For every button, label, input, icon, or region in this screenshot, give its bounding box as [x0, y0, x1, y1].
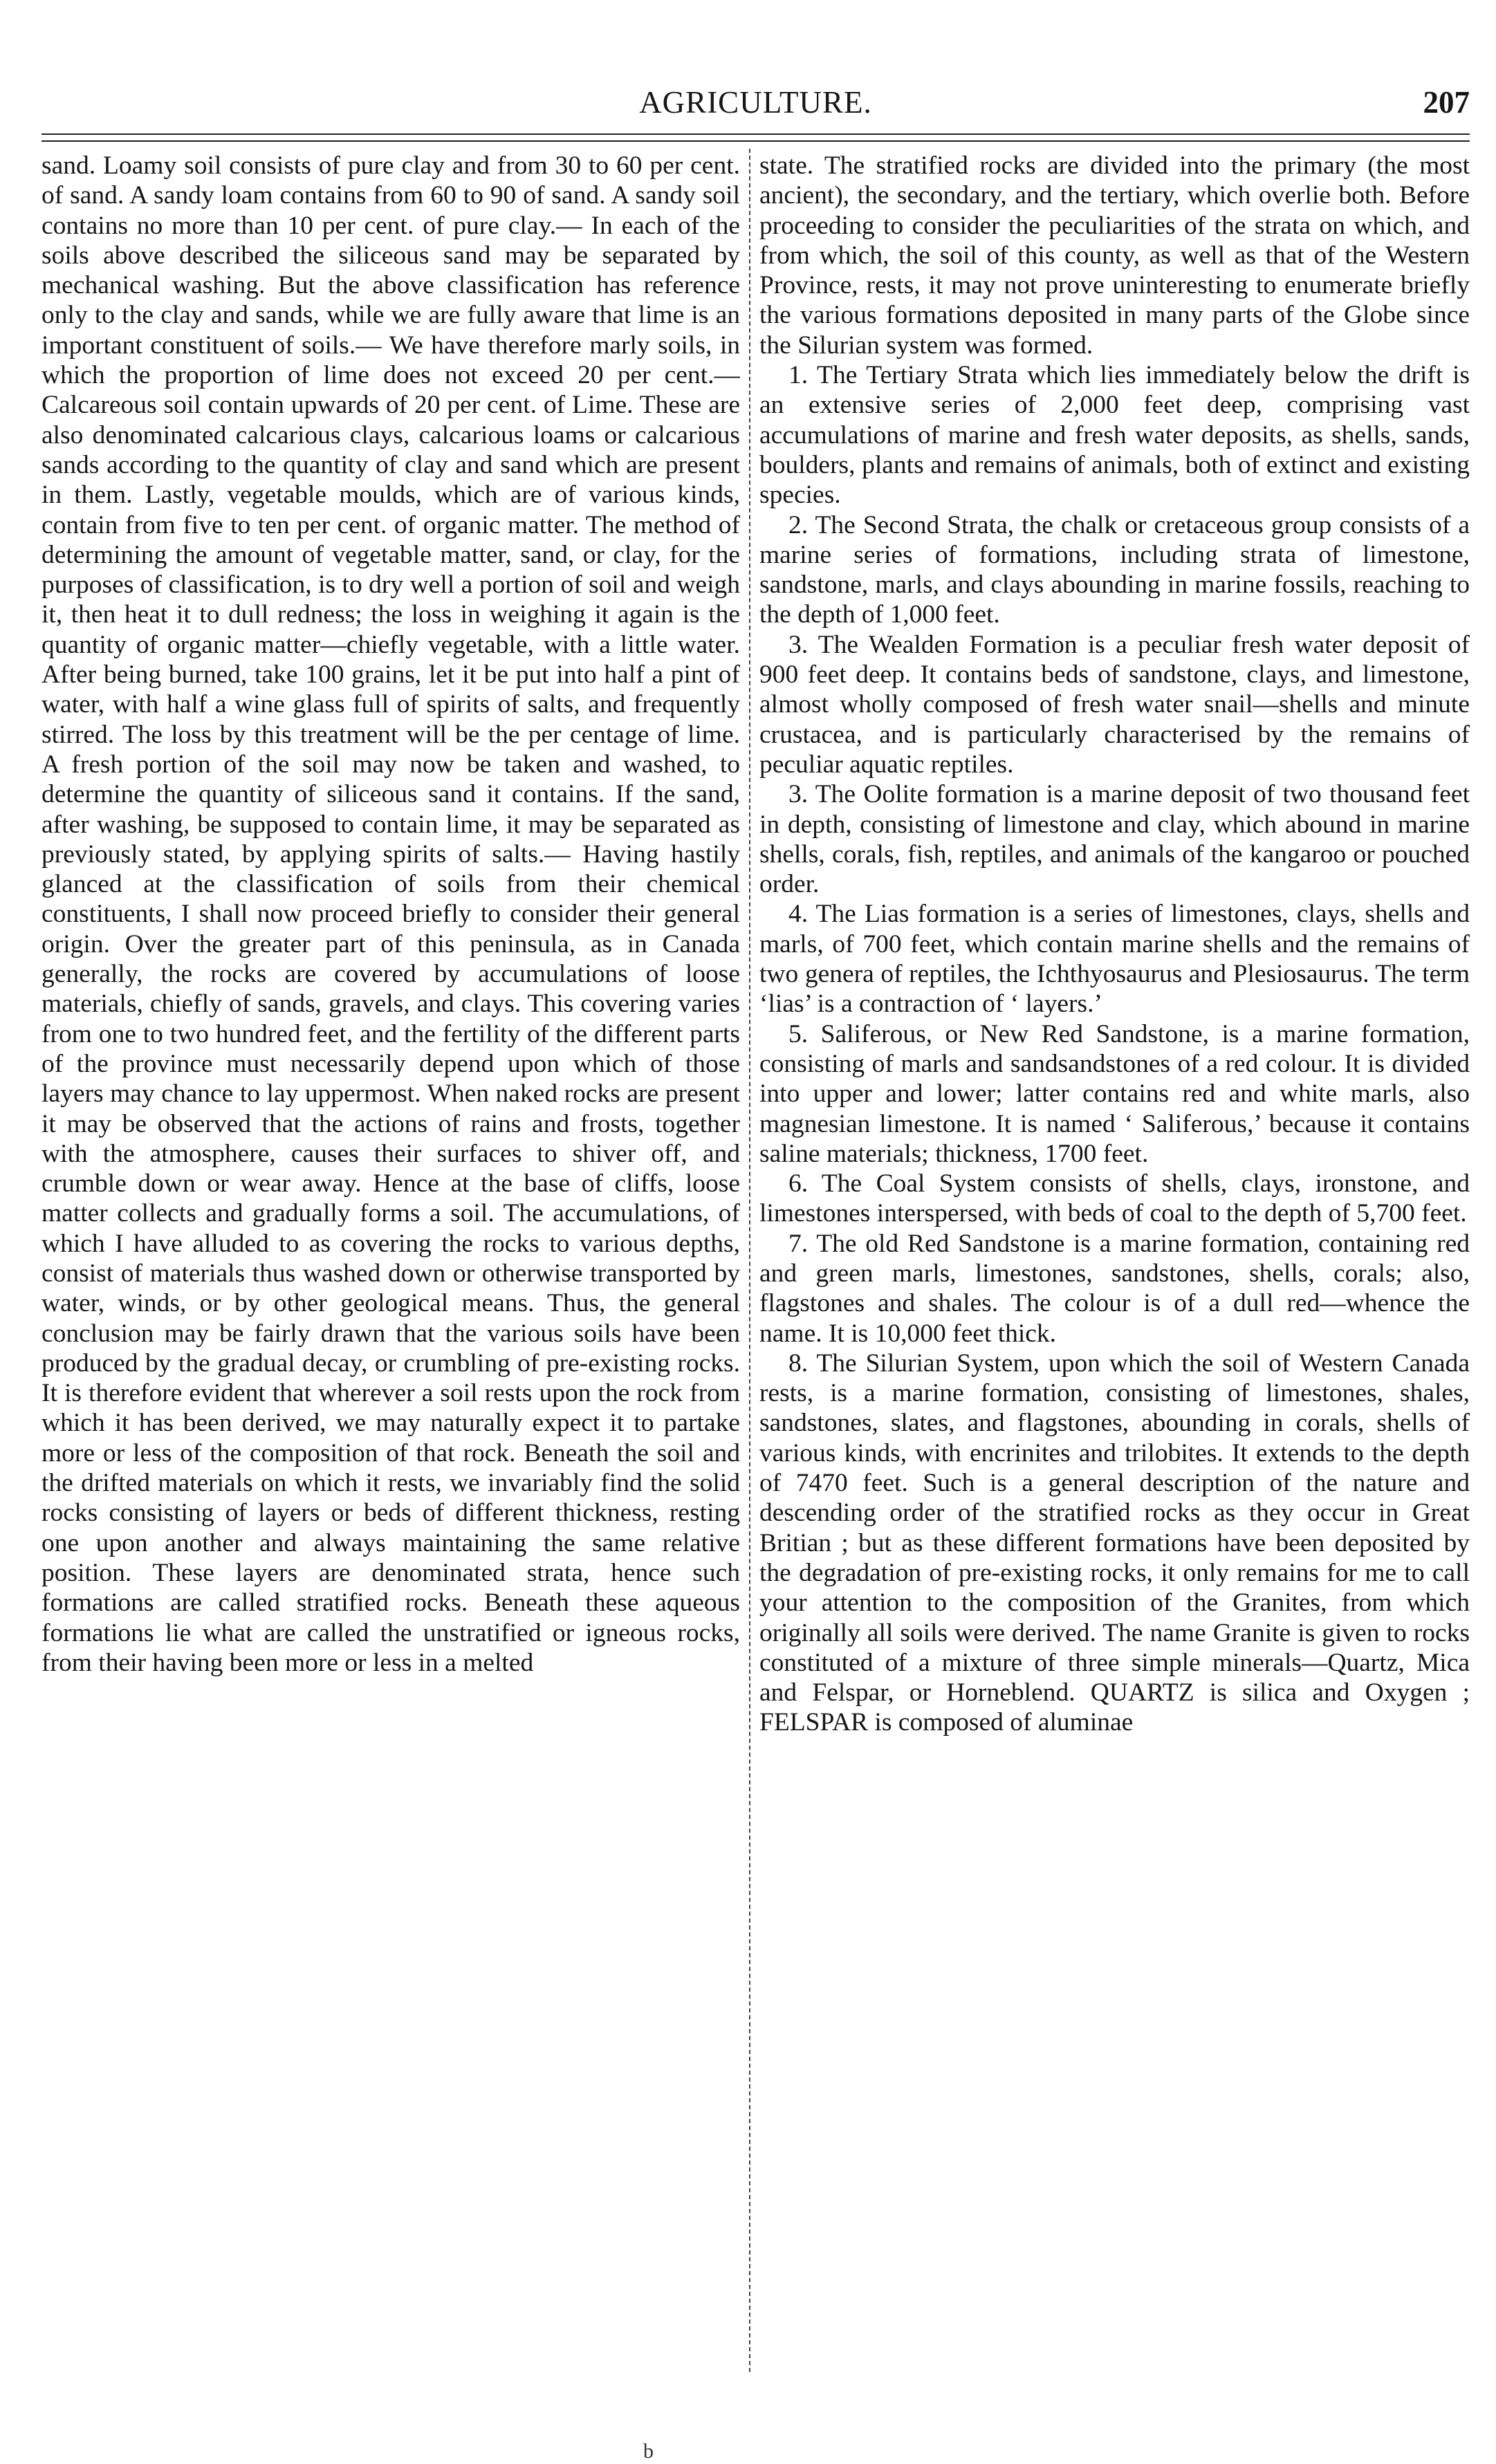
- signature-mark: b: [643, 2440, 654, 2463]
- paragraph-new-red-sandstone: 5. Saliferous, or New Red Sandstone, is a marine formation, consisting of marls and sandsandstones of a red colour. It is divided into upper and lower; latter contains red and white marls, also magnesian limestone. It is named ‘ Saliferous,’ because it contains saline materials; thickness, 1700 feet.: [759, 1019, 1470, 1168]
- header-rule-bottom: [41, 140, 1470, 142]
- column-divider: [749, 149, 750, 2372]
- paragraph-lias-formation: 4. The Lias formation is a series of limestones, clays, shells and marls, of 700 feet, which contain marine shells and the remains of two genera of reptiles, the Ichthyosaurus and Plesiosaurus. The term ‘lias’ is a contraction of ‘ layers.’: [759, 900, 1470, 1019]
- paragraph-second-strata: 2. The Second Strata, the chalk or cretaceous group consists of a marine series of formations, including strata of limestone, sandstone, marls, and clays abounding in marine fossils, reaching to the depth of 1,000 feet.: [759, 510, 1470, 629]
- paragraph-wealden-formation: 3. The Wealden Formation is a peculiar fresh water deposit of 900 feet deep. It contains beds of sandstone, clays, and limestone, almost wholly composed of fresh water snail—shells and minute crustacea, and is particularly characterised by the remains of peculiar aquatic reptiles.: [759, 630, 1470, 779]
- paragraph-silurian-system: 8. The Silurian System, upon which the soil of Western Canada rests, is a marine formation, consisting of limestones, shales, sandstones, slates, and flagstones, abounding in corals, shells of various kinds, with encrinites and trilobites. It extends to the depth of 7470 feet. Such is a general description of the nature and descending order of the stratified rocks as they occur in Great Britian ; but as these different formations have been deposited by the degradation of pre-existing rocks, it only remains for me to call your attention to the composition of the Granites, from which originally all soils were derived. The name Granite is given to rocks constituted of a mixture of three simple minerals—Quartz, Mica and Felspar, or Horneblend. QUARTZ is silica and Oxygen ; FELSPAR is composed of aluminae: [759, 1349, 1470, 1737]
- paragraph-old-red-sandstone: 7. The old Red Sandstone is a marine formation, containing red and green marls, limestones, sandstones, shells, corals; also, flagstones and shales. The colour is of a dull red—whence the name. It is 10,000 feet thick.: [759, 1229, 1470, 1348]
- paragraph-coal-system: 6. The Coal System consists of shells, clays, ironstone, and limestones interspersed, with beds of coal to the depth of 5,700 feet.: [759, 1169, 1470, 1228]
- paragraph-oolite-formation: 3. The Oolite formation is a marine deposit of two thousand feet in depth, consisting of limestone and clay, which abound in marine shells, corals, fish, reptiles, and animals of the kangaroo or pouched order.: [759, 780, 1470, 899]
- header-rule-top: [41, 133, 1470, 135]
- right-column: [759, 151, 1470, 2433]
- page-number: 207: [1423, 85, 1470, 120]
- paragraph: sand. Loamy soil consists of pure clay and from 30 to 60 per cent. of sand. A sandy loam contains from 60 to 90 of sand. A sandy soil contains no more than 10 per cent. of pure clay.— In each of the soils above described the siliceous sand may be separated by mechanical washing. But the above classification has reference only to the clay and sands, while we are fully aware that lime is an important constituent of soils.— We have therefore marly soils, in which the proportion of lime does not exceed 20 per cent.— Calcareous soil contain upwards of 20 per cent. of Lime. These are also denominated calcarious clays, calcarious loams or calcarious sands according to the quantity of clay and sand which are present in them. Lastly, vegetable moulds, which are of various kinds, contain from five to ten per cent. of organic matter. The method of determining the amount of vegetable matter, sand, or clay, for the purposes of classification, is to dry well a portion of soil and weigh it, then heat it to dull redness; the loss in weighing it again is the quantity of organic matter—chiefly vegetable, with a little water. After being burned, take 100 grains, let it be put into half a pint of water, with half a wine glass full of spirits of salts, and frequently stirred. The loss by this treatment will be the per centage of lime. A fresh portion of the soil may now be taken and washed, to determine the quantity of siliceous sand it contains. If the sand, after washing, be supposed to contain lime, it may be separated as previously stated, by applying spirits of salts.— Having hastily glanced at the classification of soils from their chemical constituents, I shall now proceed briefly to consider their general origin. Over the greater part of this peninsula, as in Canada generally, the rocks are covered by accumulations of loose materials, chiefly of sands, gravels, and clays. This covering varies from one to two hundred feet, and the fertility of the different parts of the province must necessarily depend upon which of those layers may chance to lay uppermost. When naked rocks are present it may be observed that the actions of rains and frosts, together with the atmosphere, causes their surfaces to shiver off, and crumble down or wear away. Hence at the base of cliffs, loose matter collects and gradually forms a soil. The accumulations, of which I have alluded to as covering the rocks to various depths, consist of materials thus washed down or otherwise transported by water, winds, or by other geological means. Thus, the general conclusion may be fairly drawn that the various soils have been produced by the gradual decay, or crumbling of pre-existing rocks. It is therefore evident that wherever a soil rests upon the rock from which it has been derived, we may naturally expect it to partake more or less of the composition of that rock. Beneath the soil and the drifted materials on which it rests, we invariably find the solid rocks consisting of layers or beds of different thickness, resting one upon another and always maintaining the same relative position. These layers are denominated strata, hence such formations are called stratified rocks. Beneath these aqueous formations lie what are called the unstratified or igneous rocks, from their having been more or less in a melted: [41, 151, 740, 1677]
- left-column: [41, 151, 740, 2433]
- running-head: AGRICULTURE.: [639, 85, 872, 120]
- paragraph-tertiary-strata: 1. The Tertiary Strata which lies immediately below the drift is an extensive series of 2,000 feet deep, comprising vast accumulations of marine and fresh water deposits, as shells, sands, boulders, plants and remains of animals, both of extinct and existing species.: [759, 361, 1470, 510]
- paragraph: state. The stratified rocks are divided into the primary (the most ancient), the secondary, and the tertiary, which overlie both. Before proceeding to consider the peculiarities of the strata on which, and from which, the soil of this county, as well as that of the Western Province, rests, it may not prove uninteresting to enumerate briefly the various formations deposited in many parts of the Globe since the Silurian system was formed.: [759, 151, 1470, 360]
- page-header: [41, 84, 1470, 133]
